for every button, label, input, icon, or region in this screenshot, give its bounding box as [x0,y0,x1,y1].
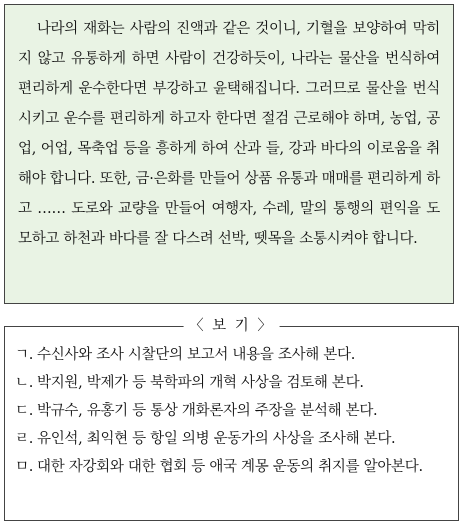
bogi-text: 수신사와 조사 시찰단의 보고서 내용을 조사해 본다. [37,347,356,363]
bogi-marker: ㄴ. [15,375,34,391]
bogi-item-1 [15,341,448,369]
bogi-item-5 [15,453,448,481]
bogi-text: 대한 자강회와 대한 협회 등 애국 계몽 운동의 취지를 알아본다. [37,459,423,475]
bogi-item-3 [15,397,448,425]
bogi-text: 박규수, 유홍기 등 통상 개화론자의 주장을 분석해 본다. [37,403,378,419]
bogi-item-2 [15,369,448,397]
bogi-text: 박지원, 박제가 등 북학파의 개혁 사상을 검토해 본다. [37,375,364,391]
bogi-marker: ㄹ. [15,431,34,447]
bogi-box [4,318,459,521]
bogi-marker: ㄷ. [15,403,34,419]
passage-box [4,4,454,304]
bogi-marker: ㅁ. [15,459,34,475]
bogi-list [15,341,448,481]
passage-text: 나라의 재화는 사람의 진액과 같은 것이니, 기혈을 보양하여 막히지 않고 유통하게 하면 사람이 건강하듯이, 나라는 물산을 번식하여 편리하게 운수한다면 부강하고 윤택해집니다. 그러므로 물산을 번식시키고 운수를 편리하게 하고자 한다면 절검 근로해야 하며, 농업, 공업, 어업, 목축업 등을 흥하게 하여 산과 들, 강과 바다의 이로움을 취해야 합니다. 또한, 금·은화를 만들어 상품 유통과 매매를 편리하게 하고 …… 도로와 교량을 만들어 여행자, 수레, 말의 통행의 편익을 도모하고 하천과 바다를 잘 다스려 선박, 뗏목을 소통시켜야 합니다. [18,21,440,247]
bogi-item-4 [15,425,448,453]
bogi-marker: ㄱ. [15,347,34,363]
bogi-title: 〈 보 기 〉 [183,315,280,337]
bogi-text: 유인석, 최익현 등 항일 의병 운동가의 사상을 조사해 본다. [37,431,396,447]
